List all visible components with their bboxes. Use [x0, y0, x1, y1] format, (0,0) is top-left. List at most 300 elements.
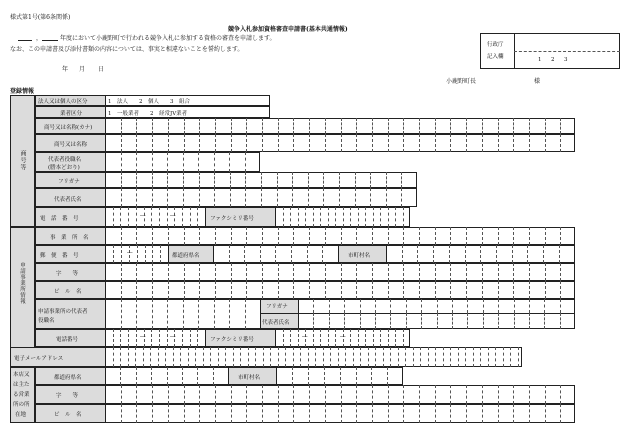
phone-dash-2: ―	[170, 213, 176, 219]
cell-divider	[356, 281, 357, 299]
cell-divider	[380, 207, 381, 227]
postal-cells[interactable]	[105, 245, 168, 263]
cell-divider	[199, 385, 200, 404]
cell-divider	[372, 385, 373, 404]
section-title: 登録情報	[10, 88, 35, 95]
cell-divider	[262, 385, 263, 404]
cell-divider	[263, 347, 264, 367]
cell-divider	[300, 347, 301, 367]
cell-divider	[136, 281, 137, 299]
cell-divider	[262, 404, 263, 423]
phone-cells[interactable]	[105, 207, 205, 227]
cell-divider	[308, 188, 309, 207]
cell-divider	[215, 227, 216, 245]
cell-divider	[386, 172, 387, 188]
cell-divider	[128, 347, 129, 367]
office-fax-dash-1: ―	[302, 334, 308, 340]
cell-divider	[341, 263, 342, 281]
cell-divider	[151, 329, 152, 347]
cell-divider	[120, 347, 121, 367]
cell-divider	[121, 245, 122, 263]
trade-name-kana-cells[interactable]	[105, 118, 575, 134]
cell-divider	[325, 263, 326, 281]
cell-divider	[466, 263, 467, 281]
cell-divider	[449, 245, 450, 263]
office-building-label: ビ ル 名	[54, 289, 82, 295]
cell-divider	[482, 385, 483, 404]
cell-divider	[513, 404, 514, 423]
cell-divider	[325, 134, 326, 152]
cell-divider	[560, 227, 561, 245]
cell-divider	[356, 404, 357, 423]
cell-divider	[395, 207, 396, 227]
cell-divider	[467, 299, 468, 313]
cell-divider	[388, 385, 389, 404]
cell-divider	[246, 118, 247, 134]
cell-divider	[370, 188, 371, 207]
cell-divider	[372, 227, 373, 245]
office-rep-label-2: 役職名	[38, 318, 55, 324]
cell-divider	[372, 118, 373, 134]
date-year: 年	[62, 66, 69, 73]
cell-divider	[513, 263, 514, 281]
cell-divider	[136, 329, 137, 347]
cell-divider	[261, 172, 262, 188]
cell-divider	[372, 281, 373, 299]
office-phone-cells[interactable]	[105, 329, 205, 347]
cell-divider	[323, 172, 324, 188]
cell-divider	[213, 367, 214, 385]
cell-divider	[513, 281, 514, 299]
cell-divider	[182, 207, 183, 227]
cell-divider	[466, 134, 467, 152]
cell-divider	[435, 263, 436, 281]
cell-divider	[136, 404, 137, 423]
rep-title-label-1: 代表者役職名	[48, 157, 82, 163]
cell-divider	[309, 404, 310, 423]
cell-divider	[360, 299, 361, 313]
cell-divider	[225, 347, 226, 367]
office-phone-dash-1: ―	[140, 334, 146, 340]
cell-divider	[195, 347, 196, 367]
cell-divider	[151, 367, 152, 385]
cell-divider	[159, 207, 160, 227]
cell-divider	[184, 118, 185, 134]
cell-divider	[152, 281, 153, 299]
cell-divider	[545, 227, 546, 245]
cell-divider	[120, 329, 121, 347]
cell-divider	[543, 245, 544, 263]
cell-divider	[199, 404, 200, 423]
cell-divider	[231, 118, 232, 134]
cell-divider	[435, 227, 436, 245]
cell-divider	[419, 263, 420, 281]
cell-divider	[529, 385, 530, 404]
cell-divider	[309, 281, 310, 299]
cell-divider	[278, 404, 279, 423]
cell-divider	[403, 329, 404, 347]
cell-divider	[198, 152, 199, 172]
hq-side-5: 在地	[15, 412, 27, 418]
cell-divider	[113, 329, 114, 347]
cell-divider	[210, 347, 211, 367]
cell-divider	[113, 245, 114, 263]
cell-divider	[560, 313, 561, 329]
office-aza-cells[interactable]	[105, 263, 575, 281]
cell-divider	[278, 281, 279, 299]
intro-line-2: なお、この申請書及び添付書類の内容については、事実と相違ないことを誓約します。	[10, 46, 244, 53]
cell-divider	[293, 347, 294, 367]
office-building-cells[interactable]	[105, 281, 575, 299]
cell-divider	[435, 134, 436, 152]
cell-divider	[544, 299, 545, 313]
cell-divider	[452, 313, 453, 329]
cell-divider	[388, 263, 389, 281]
cell-divider	[450, 263, 451, 281]
office-city-cells[interactable]	[386, 245, 575, 263]
cell-divider	[372, 134, 373, 152]
cell-divider	[325, 227, 326, 245]
cell-divider	[388, 281, 389, 299]
cell-divider	[482, 281, 483, 299]
cell-divider	[184, 404, 185, 423]
cell-divider	[467, 313, 468, 329]
cell-divider	[338, 347, 339, 367]
cell-divider	[231, 134, 232, 152]
cell-divider	[152, 227, 153, 245]
cell-divider	[545, 118, 546, 134]
cell-divider	[136, 118, 137, 134]
cell-divider	[121, 404, 122, 423]
cell-divider	[278, 385, 279, 404]
cell-divider	[309, 263, 310, 281]
cell-divider	[184, 281, 185, 299]
cell-divider	[120, 367, 121, 385]
cell-divider	[343, 207, 344, 227]
office-name-cells[interactable]	[105, 227, 575, 245]
postal-dash: ―	[127, 250, 133, 256]
cell-divider	[358, 207, 359, 227]
cell-divider	[255, 347, 256, 367]
email-cells[interactable]	[105, 347, 522, 367]
cell-divider	[262, 281, 263, 299]
cell-divider	[350, 207, 351, 227]
hq-city-cells[interactable]	[276, 367, 403, 385]
cell-divider	[261, 188, 262, 207]
cell-divider	[488, 347, 489, 367]
cell-divider	[313, 299, 314, 313]
cell-divider	[245, 188, 246, 207]
cell-divider	[403, 404, 404, 423]
cell-divider	[121, 299, 122, 329]
cell-divider	[341, 134, 342, 152]
business-type-label: 業者区分	[60, 111, 83, 117]
cell-divider	[325, 281, 326, 299]
cell-divider	[309, 385, 310, 404]
cell-divider	[121, 134, 122, 152]
hq-side-3: る営業	[13, 392, 30, 398]
cell-divider	[218, 347, 219, 367]
cell-divider	[203, 347, 204, 367]
office-furigana-label: フリガナ	[266, 304, 288, 310]
cell-divider	[466, 118, 467, 134]
rep-title-cells[interactable]	[105, 152, 260, 172]
office-rep-title-cells[interactable]	[105, 299, 260, 329]
cell-divider	[435, 118, 436, 134]
date-day: 日	[98, 66, 105, 73]
cell-divider	[188, 347, 189, 367]
cell-divider	[329, 299, 330, 313]
cell-divider	[435, 281, 436, 299]
cell-divider	[341, 404, 342, 423]
cell-divider	[514, 313, 515, 329]
cell-divider	[167, 188, 168, 207]
cell-divider	[365, 329, 366, 347]
cell-divider	[298, 329, 299, 347]
cell-divider	[544, 313, 545, 329]
cell-divider	[341, 281, 342, 299]
cell-divider	[292, 172, 293, 188]
cell-divider	[152, 188, 153, 207]
cell-divider	[283, 329, 284, 347]
cell-divider	[435, 385, 436, 404]
cell-divider	[183, 188, 184, 207]
cell-divider	[545, 134, 546, 152]
cell-divider	[305, 207, 306, 227]
cell-divider	[329, 313, 330, 329]
cell-divider	[450, 227, 451, 245]
cell-divider	[513, 385, 514, 404]
cell-divider	[143, 347, 144, 367]
cell-divider	[121, 172, 122, 188]
form-number: 様式第1号(第6条関係)	[10, 14, 71, 21]
cell-divider	[167, 329, 168, 347]
cell-divider	[529, 134, 530, 152]
cell-divider	[298, 207, 299, 227]
cell-divider	[513, 118, 514, 134]
cell-divider	[339, 172, 340, 188]
cell-divider	[356, 118, 357, 134]
cell-divider	[136, 227, 137, 245]
office-phone-dash-2: ―	[170, 334, 176, 340]
cell-divider	[380, 329, 381, 347]
cell-divider	[372, 404, 373, 423]
cell-divider	[246, 227, 247, 245]
form-title: 競争入札参加資格審査申請書(基本共通情報)	[228, 26, 348, 33]
cell-divider	[121, 152, 122, 172]
cell-divider	[120, 207, 121, 227]
cell-divider	[529, 227, 530, 245]
cell-divider	[230, 172, 231, 188]
cell-divider	[480, 347, 481, 367]
cell-divider	[231, 385, 232, 404]
cell-divider	[450, 134, 451, 152]
cell-divider	[372, 263, 373, 281]
hq-building-cells[interactable]	[105, 404, 575, 423]
cell-divider	[293, 385, 294, 404]
office-prefecture-cells[interactable]	[213, 245, 338, 263]
cell-divider	[388, 329, 389, 347]
business-type-options[interactable]: 1 一般業者 2 経常JV業者	[108, 111, 188, 117]
cell-divider	[388, 404, 389, 423]
cell-divider	[437, 299, 438, 313]
cell-divider	[401, 188, 402, 207]
cell-divider	[152, 263, 153, 281]
cell-divider	[121, 118, 122, 134]
cell-divider	[246, 281, 247, 299]
cell-divider	[386, 188, 387, 207]
cell-divider	[443, 347, 444, 367]
cell-divider	[199, 263, 200, 281]
cell-divider	[356, 263, 357, 281]
cell-divider	[341, 118, 342, 134]
trade-name-cells[interactable]	[105, 134, 575, 152]
cell-divider	[262, 263, 263, 281]
cell-divider	[403, 134, 404, 152]
cell-divider	[403, 281, 404, 299]
cell-divider	[199, 227, 200, 245]
cell-divider	[214, 152, 215, 172]
cell-divider	[184, 134, 185, 152]
cell-divider	[152, 134, 153, 152]
cell-divider	[498, 385, 499, 404]
cell-divider	[388, 207, 389, 227]
cell-divider	[229, 152, 230, 172]
cell-divider	[184, 227, 185, 245]
cell-divider	[308, 172, 309, 188]
cell-divider	[278, 263, 279, 281]
cell-divider	[330, 347, 331, 367]
cell-divider	[275, 245, 276, 263]
cell-divider	[405, 347, 406, 367]
cell-divider	[529, 299, 530, 313]
cell-divider	[136, 188, 137, 207]
cell-divider	[215, 281, 216, 299]
cell-divider	[308, 367, 309, 385]
cell-divider	[482, 134, 483, 152]
cell-divider	[246, 134, 247, 152]
phone-dash-1: ―	[140, 213, 146, 219]
cell-divider	[560, 299, 561, 313]
cell-divider	[403, 385, 404, 404]
cell-divider	[435, 404, 436, 423]
cell-divider	[406, 313, 407, 329]
office-rep-label-1: 申請事業所の代表者	[38, 309, 88, 315]
cell-divider	[322, 245, 323, 263]
cell-divider	[308, 347, 309, 367]
cell-divider	[165, 347, 166, 367]
cell-divider	[214, 188, 215, 207]
cell-divider	[292, 188, 293, 207]
cell-divider	[335, 329, 336, 347]
cell-divider	[529, 281, 530, 299]
cell-divider	[231, 227, 232, 245]
cell-divider	[498, 134, 499, 152]
office-furigana-cells[interactable]	[298, 299, 575, 313]
office-rep-name-cells[interactable]	[298, 313, 575, 329]
cell-divider	[292, 367, 293, 385]
cell-divider	[199, 118, 200, 134]
date-month: 月	[79, 66, 86, 73]
cell-divider	[529, 263, 530, 281]
cell-divider	[560, 118, 561, 134]
cell-divider	[136, 385, 137, 404]
cell-divider	[199, 281, 200, 299]
cell-divider	[466, 281, 467, 299]
hq-aza-cells[interactable]	[105, 385, 575, 404]
cell-divider	[320, 329, 321, 347]
cell-divider	[121, 188, 122, 207]
cell-divider	[168, 281, 169, 299]
cell-divider	[383, 347, 384, 367]
cell-divider	[309, 134, 310, 152]
cell-divider	[350, 329, 351, 347]
cell-divider	[375, 347, 376, 367]
cell-divider	[403, 207, 404, 227]
cell-divider	[513, 227, 514, 245]
cell-divider	[168, 404, 169, 423]
cell-divider	[483, 313, 484, 329]
cell-divider	[498, 281, 499, 299]
cell-divider	[370, 172, 371, 188]
cell-divider	[395, 329, 396, 347]
cell-divider	[510, 347, 511, 367]
cell-divider	[245, 172, 246, 188]
cell-divider	[324, 367, 325, 385]
cell-divider	[518, 347, 519, 367]
cell-divider	[158, 347, 159, 367]
cell-divider	[433, 245, 434, 263]
office-group-label: 申請事業所情報	[19, 262, 25, 304]
cell-divider	[180, 347, 181, 367]
cell-divider	[420, 347, 421, 367]
cell-divider	[419, 281, 420, 299]
cell-divider	[482, 404, 483, 423]
office-city-label: 市町村名	[348, 253, 371, 259]
cell-divider	[231, 263, 232, 281]
cell-divider	[344, 313, 345, 329]
rep-name-cells[interactable]	[105, 188, 417, 207]
cell-divider	[403, 263, 404, 281]
cell-divider	[325, 404, 326, 423]
office-rep-name-label: 代表者氏名	[262, 320, 290, 326]
fax-cells[interactable]	[275, 207, 410, 227]
cell-divider	[168, 263, 169, 281]
cell-divider	[313, 313, 314, 329]
cell-divider	[413, 347, 414, 367]
cell-divider	[387, 367, 388, 385]
furigana-cells[interactable]	[105, 172, 417, 188]
cell-divider	[335, 207, 336, 227]
cell-divider	[167, 207, 168, 227]
rep-name-label: 代表者氏名	[54, 197, 82, 203]
phone-label: 電 話 番 号	[40, 216, 79, 222]
hq-prefecture-cells[interactable]	[105, 367, 228, 385]
cell-divider	[230, 188, 231, 207]
cell-divider	[291, 245, 292, 263]
cell-divider	[121, 385, 122, 404]
cell-divider	[466, 227, 467, 245]
cell-divider	[365, 207, 366, 227]
cell-divider	[375, 313, 376, 329]
cell-divider	[113, 207, 114, 227]
entity-type-label: 法人又は個人の区分	[38, 99, 88, 105]
cell-divider	[182, 367, 183, 385]
cell-divider	[168, 118, 169, 134]
cell-divider	[293, 404, 294, 423]
cell-divider	[167, 367, 168, 385]
entity-type-options[interactable]: 1 法人 2 個人 3 組合	[108, 99, 190, 105]
